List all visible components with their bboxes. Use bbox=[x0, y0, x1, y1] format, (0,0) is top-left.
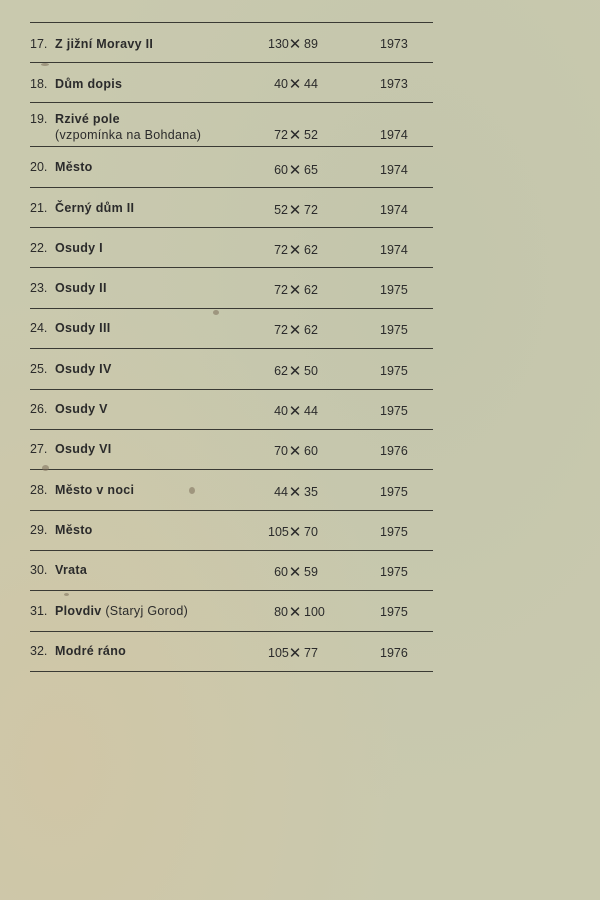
divider bbox=[30, 102, 433, 103]
entry-number: 24. bbox=[30, 321, 48, 335]
entry-height: 62 bbox=[304, 283, 318, 297]
entry-title: Město bbox=[55, 523, 93, 537]
divider bbox=[30, 590, 433, 591]
divider bbox=[30, 146, 433, 147]
entry-number: 32. bbox=[30, 644, 48, 658]
times-sign: ✕ bbox=[288, 242, 302, 259]
entry-height: 52 bbox=[304, 128, 318, 142]
entry-title: Černý dům II bbox=[55, 201, 135, 215]
divider bbox=[30, 469, 433, 470]
entry-year: 1973 bbox=[380, 77, 408, 91]
entry-number: 30. bbox=[30, 563, 48, 577]
catalog-entry bbox=[30, 36, 430, 76]
entry-year: 1974 bbox=[380, 128, 408, 142]
times-sign: ✕ bbox=[288, 76, 302, 93]
paper-speck bbox=[213, 310, 219, 315]
entry-title: Osudy II bbox=[55, 281, 107, 295]
divider bbox=[30, 187, 433, 188]
entry-title: Osudy III bbox=[55, 321, 111, 335]
entry-number: 21. bbox=[30, 201, 48, 215]
entry-dimensions bbox=[268, 524, 348, 540]
entry-height: 62 bbox=[304, 323, 318, 337]
entry-number: 22. bbox=[30, 241, 48, 255]
entry-number: 27. bbox=[30, 442, 48, 456]
divider bbox=[30, 510, 433, 511]
catalog-entry bbox=[30, 280, 430, 320]
catalog-entry bbox=[30, 76, 430, 116]
catalog-entry bbox=[30, 441, 430, 481]
entry-dimensions bbox=[268, 76, 348, 92]
catalog-entry bbox=[30, 361, 430, 401]
entry-height: 62 bbox=[304, 243, 318, 257]
entry-width: 105 bbox=[268, 525, 289, 539]
catalog-entry bbox=[30, 159, 430, 199]
entry-dimensions bbox=[268, 36, 348, 52]
times-sign: ✕ bbox=[288, 162, 302, 179]
paper-speck bbox=[64, 593, 69, 596]
entry-height: 65 bbox=[304, 163, 318, 177]
entry-dimensions bbox=[268, 322, 348, 338]
divider bbox=[30, 429, 433, 430]
entry-year: 1976 bbox=[380, 646, 408, 660]
times-sign: ✕ bbox=[288, 645, 302, 662]
entry-year: 1975 bbox=[380, 525, 408, 539]
entry-height: 35 bbox=[304, 485, 318, 499]
divider bbox=[30, 227, 433, 228]
entry-number: 25. bbox=[30, 362, 48, 376]
catalog-entry bbox=[30, 401, 430, 441]
entry-number: 20. bbox=[30, 160, 48, 174]
times-sign: ✕ bbox=[288, 403, 302, 420]
entry-height: 59 bbox=[304, 565, 318, 579]
entry-width: 72 bbox=[274, 128, 288, 142]
paper-speck bbox=[41, 63, 49, 66]
times-sign: ✕ bbox=[288, 604, 302, 621]
divider bbox=[30, 631, 433, 632]
entry-width: 72 bbox=[274, 283, 288, 297]
paper-speck bbox=[189, 487, 195, 494]
entry-title: Město bbox=[55, 160, 93, 174]
entry-dimensions bbox=[268, 202, 348, 218]
divider bbox=[30, 550, 433, 551]
entry-year: 1975 bbox=[380, 605, 408, 619]
entry-title: Rzivé pole bbox=[55, 112, 120, 126]
times-sign: ✕ bbox=[288, 524, 302, 541]
times-sign: ✕ bbox=[288, 363, 302, 380]
catalog-entry bbox=[30, 562, 430, 602]
catalog-entry bbox=[30, 111, 430, 151]
entry-width: 52 bbox=[274, 203, 288, 217]
entry-height: 60 bbox=[304, 444, 318, 458]
catalog-entry bbox=[30, 643, 430, 683]
divider bbox=[30, 22, 433, 23]
catalog-entry bbox=[30, 240, 430, 280]
catalog-entry bbox=[30, 603, 430, 643]
entry-number: 28. bbox=[30, 483, 48, 497]
entry-height: 72 bbox=[304, 203, 318, 217]
entry-subtitle: (vzpomínka na Bohdana) bbox=[55, 128, 202, 142]
entry-title: Modré ráno bbox=[55, 644, 127, 658]
entry-height: 44 bbox=[304, 77, 318, 91]
entry-year: 1974 bbox=[380, 203, 408, 217]
entry-dimensions bbox=[268, 443, 348, 459]
entry-height: 77 bbox=[304, 646, 318, 660]
entry-year: 1975 bbox=[380, 565, 408, 579]
catalog-entry bbox=[30, 482, 430, 522]
entry-number: 23. bbox=[30, 281, 48, 295]
divider bbox=[30, 267, 433, 268]
divider bbox=[30, 671, 433, 672]
divider bbox=[30, 308, 433, 309]
entry-title: Vrata bbox=[55, 563, 88, 577]
entry-height: 44 bbox=[304, 404, 318, 418]
entry-height: 70 bbox=[304, 525, 318, 539]
paper-speck bbox=[42, 465, 49, 471]
entry-title: Plovdiv bbox=[55, 604, 102, 618]
entry-dimensions bbox=[268, 363, 348, 379]
entry-height: 50 bbox=[304, 364, 318, 378]
catalog-entry bbox=[30, 320, 430, 360]
entry-year: 1975 bbox=[380, 485, 408, 499]
entry-dimensions bbox=[268, 127, 348, 143]
divider bbox=[30, 389, 433, 390]
entry-number: 31. bbox=[30, 604, 48, 618]
entry-width: 130 bbox=[268, 37, 289, 51]
times-sign: ✕ bbox=[288, 443, 302, 460]
entry-title: Osudy I bbox=[55, 241, 103, 255]
entry-dimensions bbox=[268, 242, 348, 258]
entry-dimensions bbox=[268, 282, 348, 298]
entry-width: 72 bbox=[274, 243, 288, 257]
entry-title-block bbox=[55, 111, 201, 143]
entry-number: 17. bbox=[30, 37, 48, 51]
times-sign: ✕ bbox=[288, 36, 302, 53]
entry-dimensions bbox=[268, 564, 348, 580]
entry-width: 62 bbox=[274, 364, 288, 378]
entry-dimensions bbox=[268, 604, 348, 620]
entry-dimensions bbox=[268, 403, 348, 419]
entry-number: 18. bbox=[30, 77, 48, 91]
entry-width: 60 bbox=[274, 163, 288, 177]
catalog-entry bbox=[30, 200, 430, 240]
times-sign: ✕ bbox=[288, 202, 302, 219]
entry-number: 26. bbox=[30, 402, 48, 416]
entry-width: 80 bbox=[274, 605, 288, 619]
entry-year: 1974 bbox=[380, 163, 408, 177]
entry-year: 1973 bbox=[380, 37, 408, 51]
entry-width: 72 bbox=[274, 323, 288, 337]
times-sign: ✕ bbox=[288, 564, 302, 581]
times-sign: ✕ bbox=[288, 282, 302, 299]
entry-title-paren: (Staryj Gorod) bbox=[105, 604, 189, 618]
times-sign: ✕ bbox=[288, 322, 302, 339]
divider bbox=[30, 62, 433, 63]
entry-number: 29. bbox=[30, 523, 48, 537]
entry-title: Dům dopis bbox=[55, 77, 123, 91]
entry-title: Osudy V bbox=[55, 402, 108, 416]
entry-year: 1975 bbox=[380, 364, 408, 378]
entry-year: 1975 bbox=[380, 404, 408, 418]
entry-height: 89 bbox=[304, 37, 318, 51]
entry-title: Z jižní Moravy II bbox=[55, 37, 154, 51]
entry-title: Osudy IV bbox=[55, 362, 112, 376]
entry-width: 105 bbox=[268, 646, 289, 660]
times-sign: ✕ bbox=[288, 484, 302, 501]
entry-width: 44 bbox=[274, 485, 288, 499]
entry-width: 40 bbox=[274, 404, 288, 418]
entry-title: Město v noci bbox=[55, 483, 135, 497]
times-sign: ✕ bbox=[288, 127, 302, 144]
catalog-entry bbox=[30, 522, 430, 562]
entry-number: 19. bbox=[30, 112, 48, 126]
entry-title-block bbox=[55, 603, 188, 619]
entry-width: 60 bbox=[274, 565, 288, 579]
entry-year: 1974 bbox=[380, 243, 408, 257]
entry-dimensions bbox=[268, 484, 348, 500]
divider bbox=[30, 348, 433, 349]
entry-width: 70 bbox=[274, 444, 288, 458]
entry-title: Osudy VI bbox=[55, 442, 112, 456]
entry-year: 1975 bbox=[380, 323, 408, 337]
entry-width: 40 bbox=[274, 77, 288, 91]
entry-year: 1975 bbox=[380, 283, 408, 297]
entry-dimensions bbox=[268, 162, 348, 178]
entry-year: 1976 bbox=[380, 444, 408, 458]
entry-height: 100 bbox=[304, 605, 325, 619]
entry-dimensions bbox=[268, 645, 348, 661]
